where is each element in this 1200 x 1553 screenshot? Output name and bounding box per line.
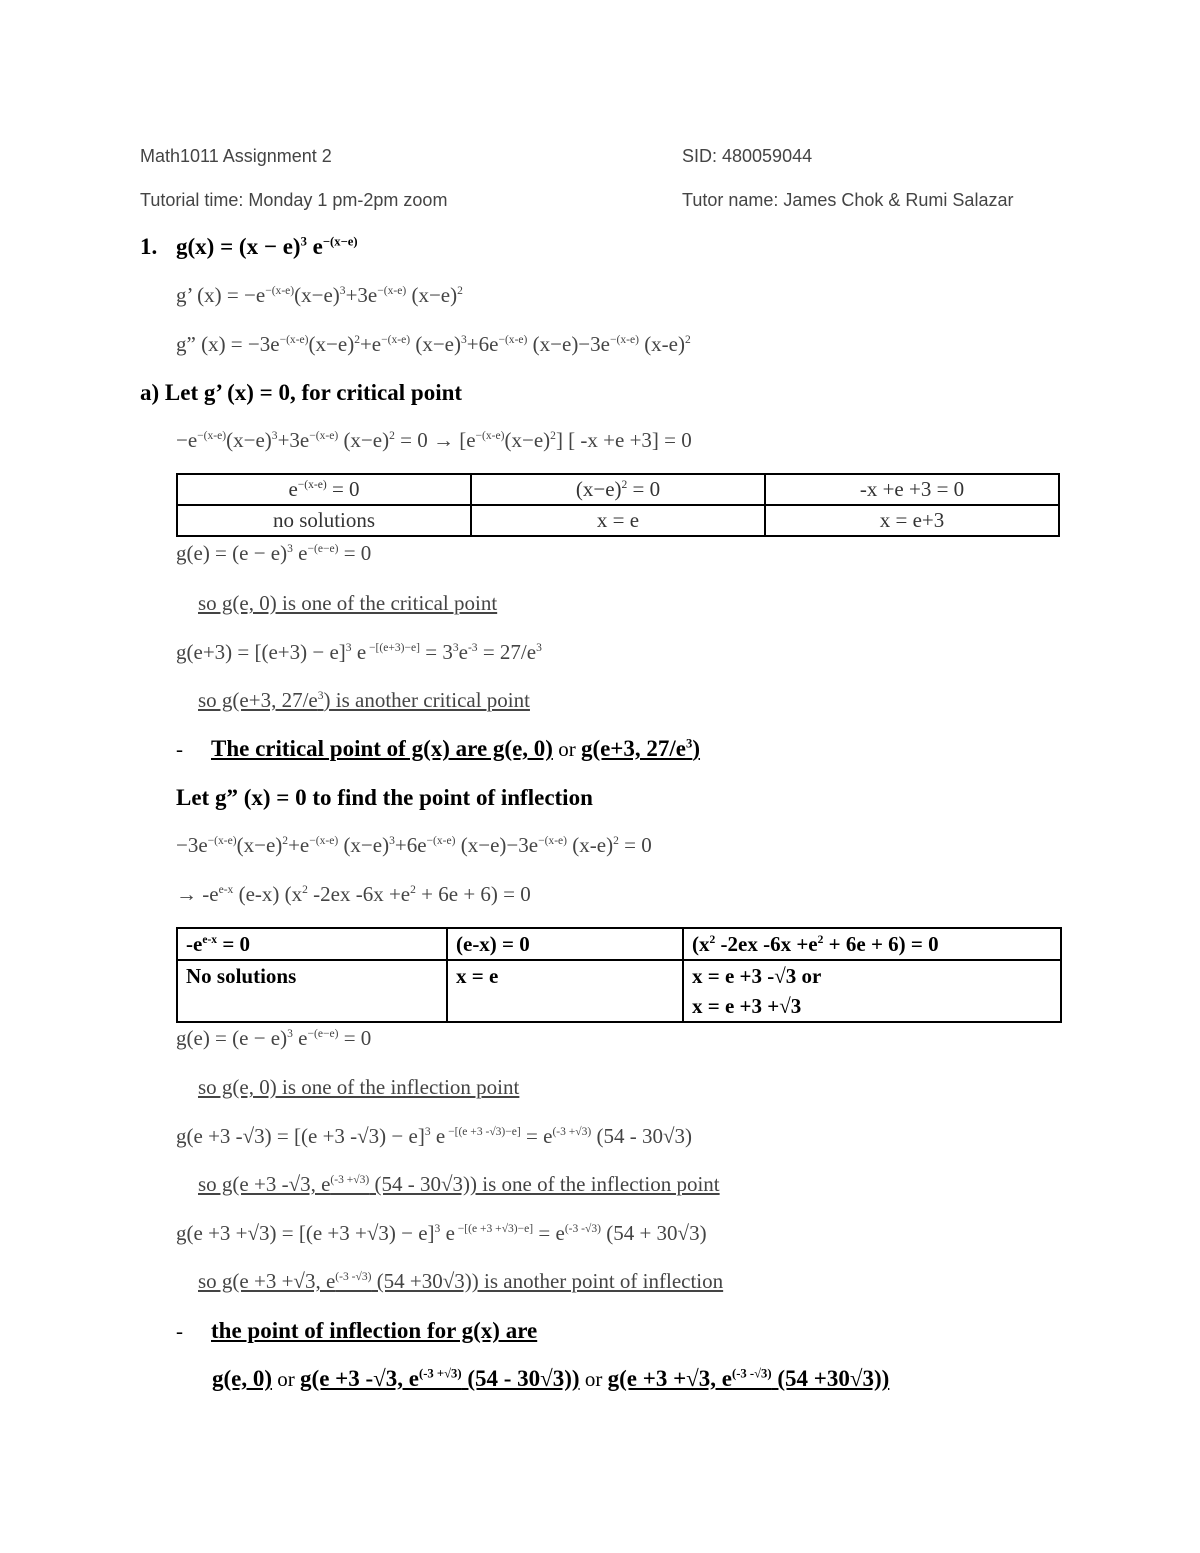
g-of-e-critical: $g(e) = (e - e)^3$ $e^{-(e-e)} = 0$ — [176, 541, 372, 565]
table-cell: -x +e +3 = 0 — [765, 474, 1059, 505]
question-number: 1. — [140, 234, 158, 259]
g-plus-root: $g(e +3 +√3) = [(e +3 +√3) - e]^3$ e $^{-[(e +3 +√3)-e]} = e^{(-3 -√3)}$ (54 + 30√3) — [176, 1221, 707, 1245]
table-cell: No solutions — [177, 960, 447, 1022]
question-function: $g(x) = (x - e)^3$ $e^{-(x-e)}$ — [176, 234, 358, 259]
inflection-point-3: so g(e +3 +√3, $e^{(-3 -√3)}$ (54 +30√3)) is another point of inflection — [198, 1269, 724, 1293]
inflection-point-2: so g(e +3 -√3, $e^{(-3 +√3)}$ (54 - 30√3)) is one of the inflection point — [198, 1172, 720, 1196]
critical-point-2: so g(e+3, $27/e^3$) is another critical point — [198, 688, 530, 712]
table-cell: x = e+3 — [765, 505, 1059, 536]
critical-point-1: so g(e, 0) is one of the critical point — [198, 591, 498, 615]
course-title: Math1011 Assignment 2 — [140, 146, 332, 166]
inflection-summary: g(e, 0) or g(e +3 -√3, $e^{(-3 +√3)}$ (54 - 30√3)) or g(e +3 +√3, $e^{(-3 -√3)}$ (54 +30√3)) — [212, 1366, 890, 1391]
table-cell: (e-x) = 0 — [447, 928, 683, 960]
table-cell: $-e^{e-x} = 0$ — [177, 928, 447, 960]
inflection-table — [176, 927, 1062, 1023]
tutorial-time: Tutorial time: Monday 1 pm-2pm zoom — [140, 190, 448, 210]
table-cell: $e^{-(x-e)} = 0$ — [177, 474, 471, 505]
arrow-icon: → — [176, 882, 197, 906]
critical-summary: - The critical point of g(x) are g(e, 0) or g(e+3, $27/e^3$) — [176, 736, 701, 761]
table-row — [177, 474, 1059, 505]
tutor-name: Tutor name: James Chok & Rumi Salazar — [682, 190, 1014, 210]
table-cell: ($x^2$ -2ex $-6x +e^2 + 6e + 6) = 0$ — [683, 928, 1061, 960]
first-derivative: g’ $(x) = -e^{-(x-e)}(x-e)^3+3e^{-(x-e)}$ $(x-e)^2$ — [176, 283, 463, 307]
table-cell: x = e +3 -√3 or x = e +3 +√3 — [683, 960, 1061, 1022]
student-id: SID: 480059044 — [682, 146, 813, 166]
table-row — [177, 928, 1061, 960]
critical-point-equation: $-e^{-(x-e)}(x-e)^3+3e^{-(x-e)}$ $(x-e)^2 = 0 \to [e^{-(x-e)}(x-e)^2]$ [ -x +e +3] = 0 — [176, 428, 692, 452]
table-cell: $(x-e)^2 = 0$ — [471, 474, 765, 505]
g-minus-root: g(e +3 -√3) = [(e +3 -√3) − e]$^3$ e $^{-[(e +3 -√3)-e]} = e^{(-3 +√3)}$ (54 - 30√3) — [176, 1124, 693, 1148]
table-cell: no solutions — [177, 505, 471, 536]
table-row — [177, 505, 1059, 536]
factored-equation: → $-e^{e-x}$ (e-x) ($x^2$ -2ex $-6x +e^2 + 6e + 6) = 0$ — [176, 882, 531, 906]
inflection-equation: $-3e^{-(x-e)}(x-e)^2+e^{-(x-e)}$ $(x-e)^3+6e^{-(x-e)}$ $(x-e)-3e^{-(x-e)}$ $(x-e)^2 = 0$ — [176, 833, 652, 857]
g-of-e-plus-3: $g(e+3) = [(e+3) - e]^3$ e $^{-[(e+3)-e]} = 3^3e^{-3} = 27/e^3$ — [176, 640, 542, 664]
inflection-summary-heading: - the point of inflection for g(x) are — [176, 1318, 538, 1343]
table-row — [177, 960, 1061, 1022]
inflection-heading: Let g” (x) = 0 to find the point of inflection — [176, 785, 593, 810]
g-of-e-inflection: $g(e) = (e - e)^3$ $e^{-(e-e)} = 0$ — [176, 1026, 372, 1050]
table-cell: x = e — [447, 960, 683, 1022]
critical-point-table — [176, 473, 1060, 537]
inflection-point-1: so g(e, 0) is one of the inflection point — [198, 1075, 520, 1099]
table-cell: x = e — [471, 505, 765, 536]
second-derivative: g” $(x) = -3e^{-(x-e)}(x-e)^2+e^{-(x-e)}$ $(x-e)^3+6e^{-(x-e)}$ $(x-e)-3e^{-(x-e)}$ $(x-e)^2$ — [176, 332, 691, 356]
part-a-heading: a) Let g’ (x) = 0, for critical point — [140, 380, 463, 405]
